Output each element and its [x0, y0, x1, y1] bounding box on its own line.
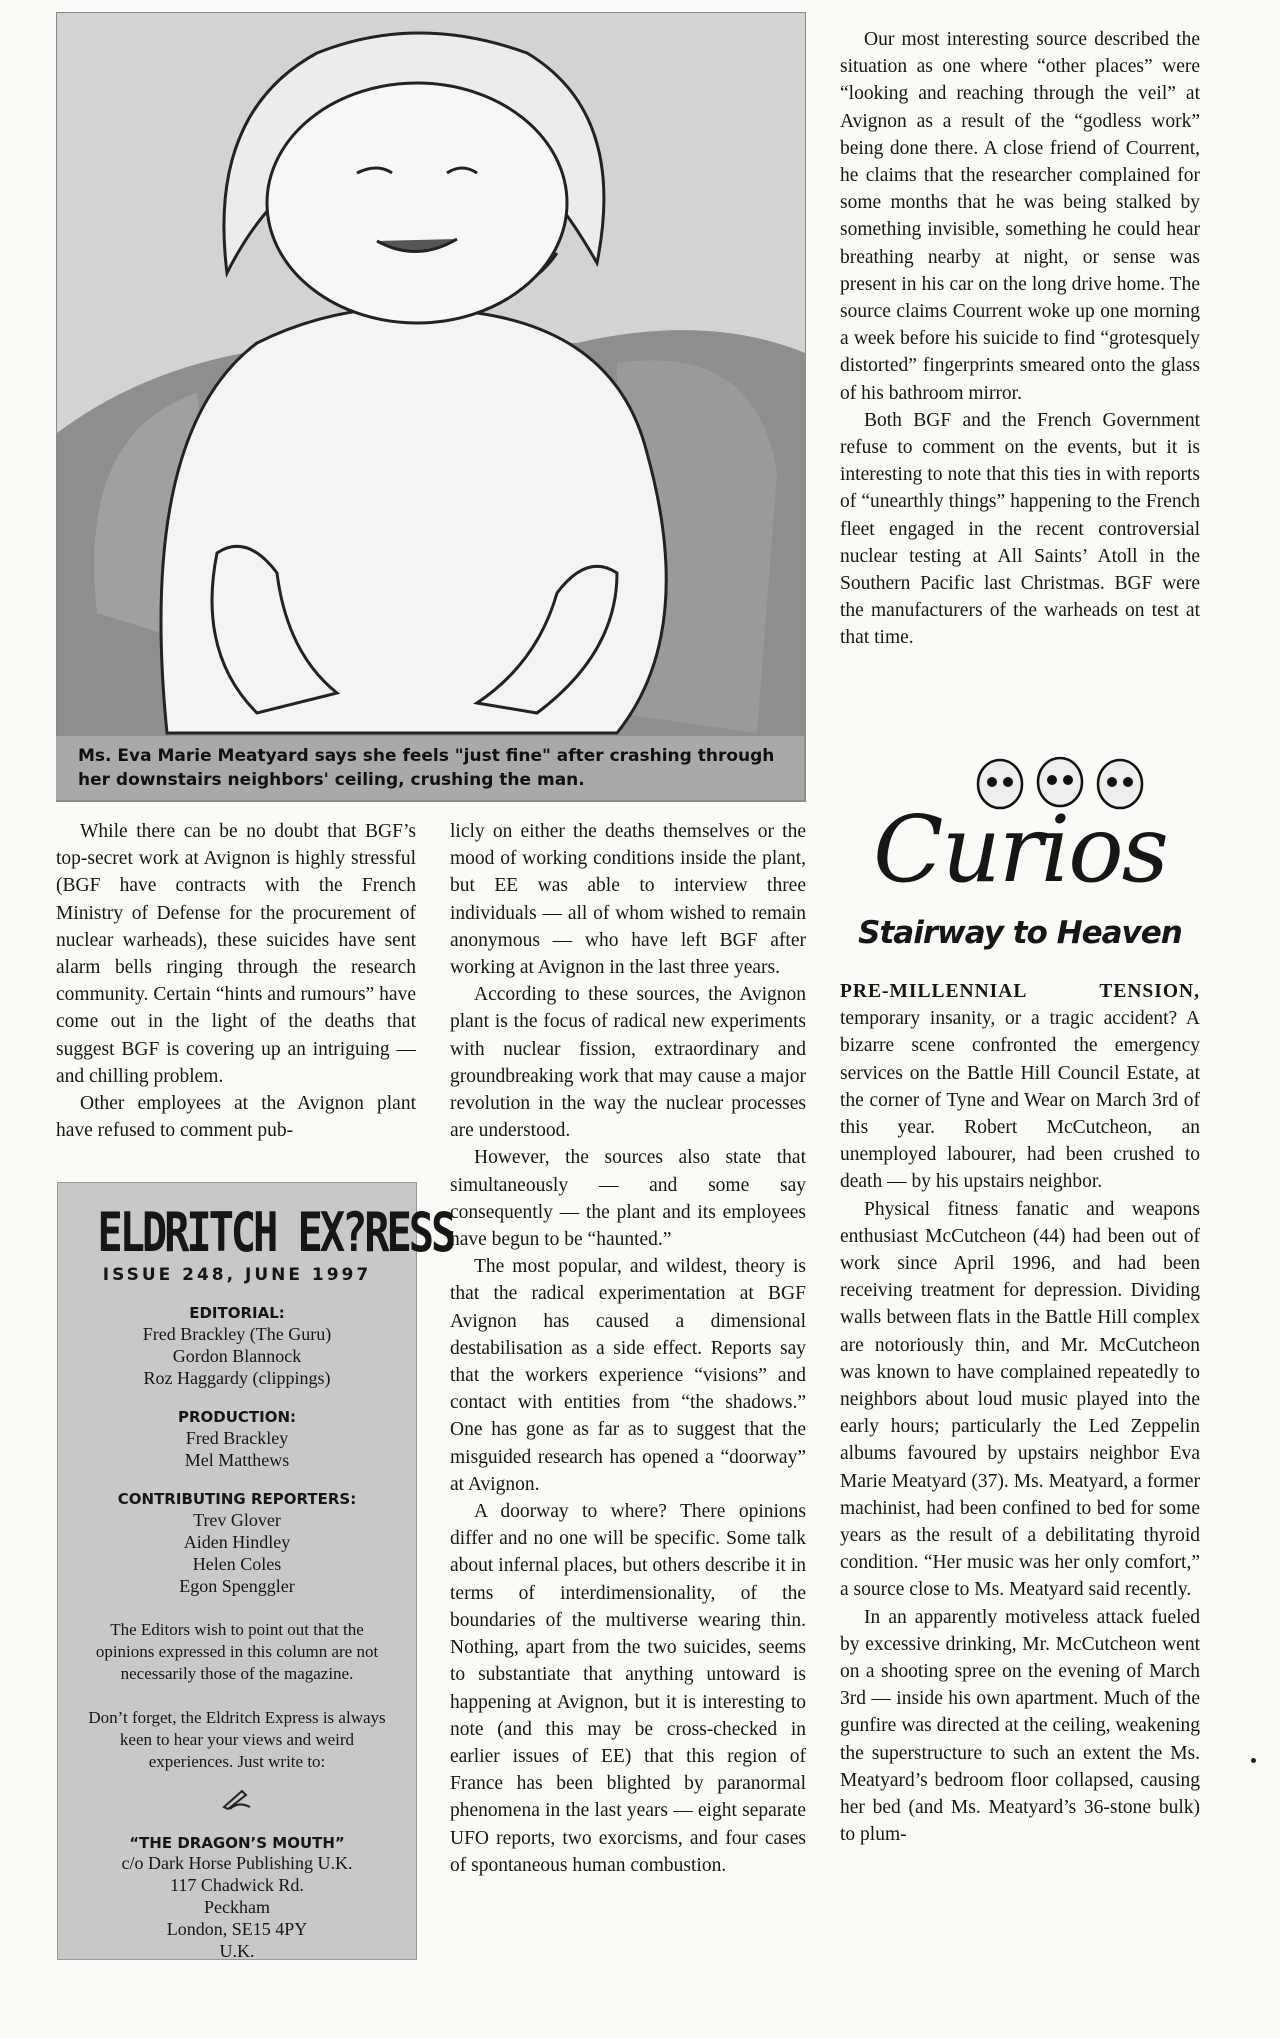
pen-writing-icon: [58, 1787, 416, 1816]
editorial-name: Fred Brackley (The Guru): [142, 1324, 332, 1344]
production-heading: PRODUCTION:: [177, 1408, 297, 1426]
section-headline: Stairway to Heaven: [858, 915, 1182, 951]
column-right-bottom: [840, 978, 1200, 1849]
paragraph: [840, 978, 1200, 1196]
masthead-title: ELDRITCH EX?RESS: [97, 1201, 454, 1264]
address-line: Peckham: [204, 1897, 270, 1917]
print-speck: [1251, 1758, 1256, 1763]
address-line: U.K.: [219, 1941, 255, 1961]
paragraph: Physical fitness fanatic and weapons enthusiast McCutcheon (44) had been out of work since April 1996, and had been receiving treatment for depression. Dividing walls between flats in the Battle Hill complex are notoriously thin, and Mr. McCutcheon was known to have complained repeatedly to neighbors about loud music played into the early hours; particularly the Led Zeppelin albums favoured by upstairs neighbor Eva Marie Meatyard (37). Ms. Meatyard, a former machinist, had been confined to bed for some years as the result of a debilitating thyroid condition. “Her music was her only comfort,” a source close to Ms. Meatyard said recently.: [840, 1198, 1200, 1601]
address-line: c/o Dark Horse Publishing U.K.: [121, 1853, 353, 1873]
paragraph-body: temporary insanity, or a tragic accident? A bizarre scene confronted the emergency services on the Battle Hill Council Estate, at the corner of Tyne and Wear on March 3rd of this year. Robert McCutcheon, an unemployed labourer, had been crushed to death — by his upstairs neighbor.: [840, 1008, 1200, 1193]
reporter-name: Aiden Hindley: [183, 1532, 291, 1552]
dragons-mouth-heading: “THE DRAGON’S MOUTH”: [129, 1834, 345, 1852]
paragraph: Both BGF and the French Government refuse to comment on the events, but it is interesting to note that this ties in with reports of “unearthly things” happening to the French fleet engaged in the recent controversial nuclear testing at All Saints’ Atoll in the Southern Pacific last Christmas. BGF were the manufacturers of the warheads on test at that time.: [840, 409, 1200, 649]
disclaimer-note: The Editors wish to point out that the opinions expressed in this column are not necessarily those of the magazine.: [95, 1620, 379, 1683]
paragraph: Other employees at the Avignon plant have refused to comment pub-: [56, 1093, 416, 1142]
illustration-panel: [56, 12, 806, 802]
reporter-name: Helen Coles: [192, 1554, 282, 1574]
editorial-name: Roz Haggardy (clippings): [143, 1368, 331, 1388]
column-left: [56, 818, 416, 1144]
issue-line: ISSUE 248, JUNE 1997: [102, 1265, 372, 1285]
curios-logo: Curios: [873, 796, 1167, 903]
column-right-top: [840, 26, 1200, 652]
address-line: 117 Chadwick Rd.: [170, 1875, 304, 1895]
paragraph: However, the sources also state that simultaneously — and some say consequently — the plant and its employees have begun to be “haunted.”: [450, 1147, 806, 1251]
editorial-name: Gordon Blannock: [172, 1346, 302, 1366]
paragraph: A doorway to where? There opinions differ and no one will be specific. Some talk about infernal places, but others describe it in terms of interdimensionality, of the boundaries of the multiverse wearing thin. Nothing, apart from the two suicides, seems to substantiate that anything untoward is happening at Avignon, but it is interesting to note (and this may be cross-checked in earlier issues of EE) that this region of France has been blighted by paranormal phenomena in the last years — eight separate UFO reports, two exorcisms, and four cases of spontaneous human combustion.: [450, 1501, 806, 1876]
production-name: Fred Brackley: [185, 1428, 289, 1448]
reporter-name: Egon Spenggler: [179, 1576, 295, 1596]
reporters-heading: CONTRIBUTING REPORTERS:: [117, 1490, 357, 1508]
illustration-caption: Ms. Eva Marie Meatyard says she feels "just fine" after crashing through her downstairs neighbors' ceiling, crushing the man.: [56, 736, 804, 800]
reporter-name: Trev Glover: [193, 1510, 281, 1530]
lead-in: PRE-MILLENNIAL TENSION,: [840, 981, 1200, 1002]
paragraph: According to these sources, the Avignon plant is the focus of radical new experiments with nuclear fission, extraordinary and groundbreaking work that may cause a major revolution in the way the nuclear processes are understood.: [450, 984, 806, 1142]
paragraph: licly on either the deaths themselves or the mood of working conditions inside the plant, but EE was able to interview three individuals — all of whom wished to remain anonymous — who have left BGF after working at Avignon in the last three years.: [450, 821, 806, 979]
paragraph: While there can be no doubt that BGF’s top-secret work at Avignon is highly stressful (BGF have contracts with the French Ministry of Defense for the procurement of nuclear warheads), these suicides have sent alarm bells ringing through the research community. Certain “hints and rumours” have come out in the light of the deaths that suggest BGF is covering up an intriguing — and chilling problem.: [56, 821, 416, 1087]
paragraph: Our most interesting source described the situation as one where “other places” were “looking and reaching through the veil” at Avignon as a result of the “godless work” being done there. A close friend of Courrent, he claims that the researcher complained for some months that he was being stalked by something invisible, something he could hear breathing nearby at night, or sense was present in his car on the long drive home. The source claims Courrent woke up one morning a week before his suicide to find “grotesquely distorted” fingerprints smeared onto the glass of his bathroom mirror.: [840, 29, 1200, 404]
production-name: Mel Matthews: [184, 1450, 290, 1470]
write-in-note: Don’t forget, the Eldritch Express is always keen to hear your views and weird experiences. Just write to:: [88, 1708, 386, 1771]
column-middle: [450, 818, 806, 1879]
paragraph: The most popular, and wildest, theory is that the radical experimentation at BGF Avignon has caused a dimensional destabilisation as a side effect. Reports say that the workers experience “visions” and contact with entities from “the shadows.” One has gone as far as to suggest that the misguided research has opened a “doorway” at Avignon.: [450, 1256, 806, 1495]
editorial-heading: EDITORIAL:: [189, 1304, 285, 1322]
paragraph: In an apparently motiveless attack fueled by excessive drinking, Mr. McCutcheon went on a shooting spree on the evening of March 3rd — inside his own apartment. Much of the gunfire was directed at the ceiling, weakening the superstructure to such an extent the Ms. Meatyard’s bedroom floor collapsed, causing her bed (and Ms. Meatyard’s 36-stone bulk) to plum-: [840, 1606, 1200, 1846]
masthead-box: [57, 1182, 454, 1961]
address-line: London, SE15 4PY: [166, 1919, 308, 1939]
woman-illustration: [57, 13, 805, 801]
